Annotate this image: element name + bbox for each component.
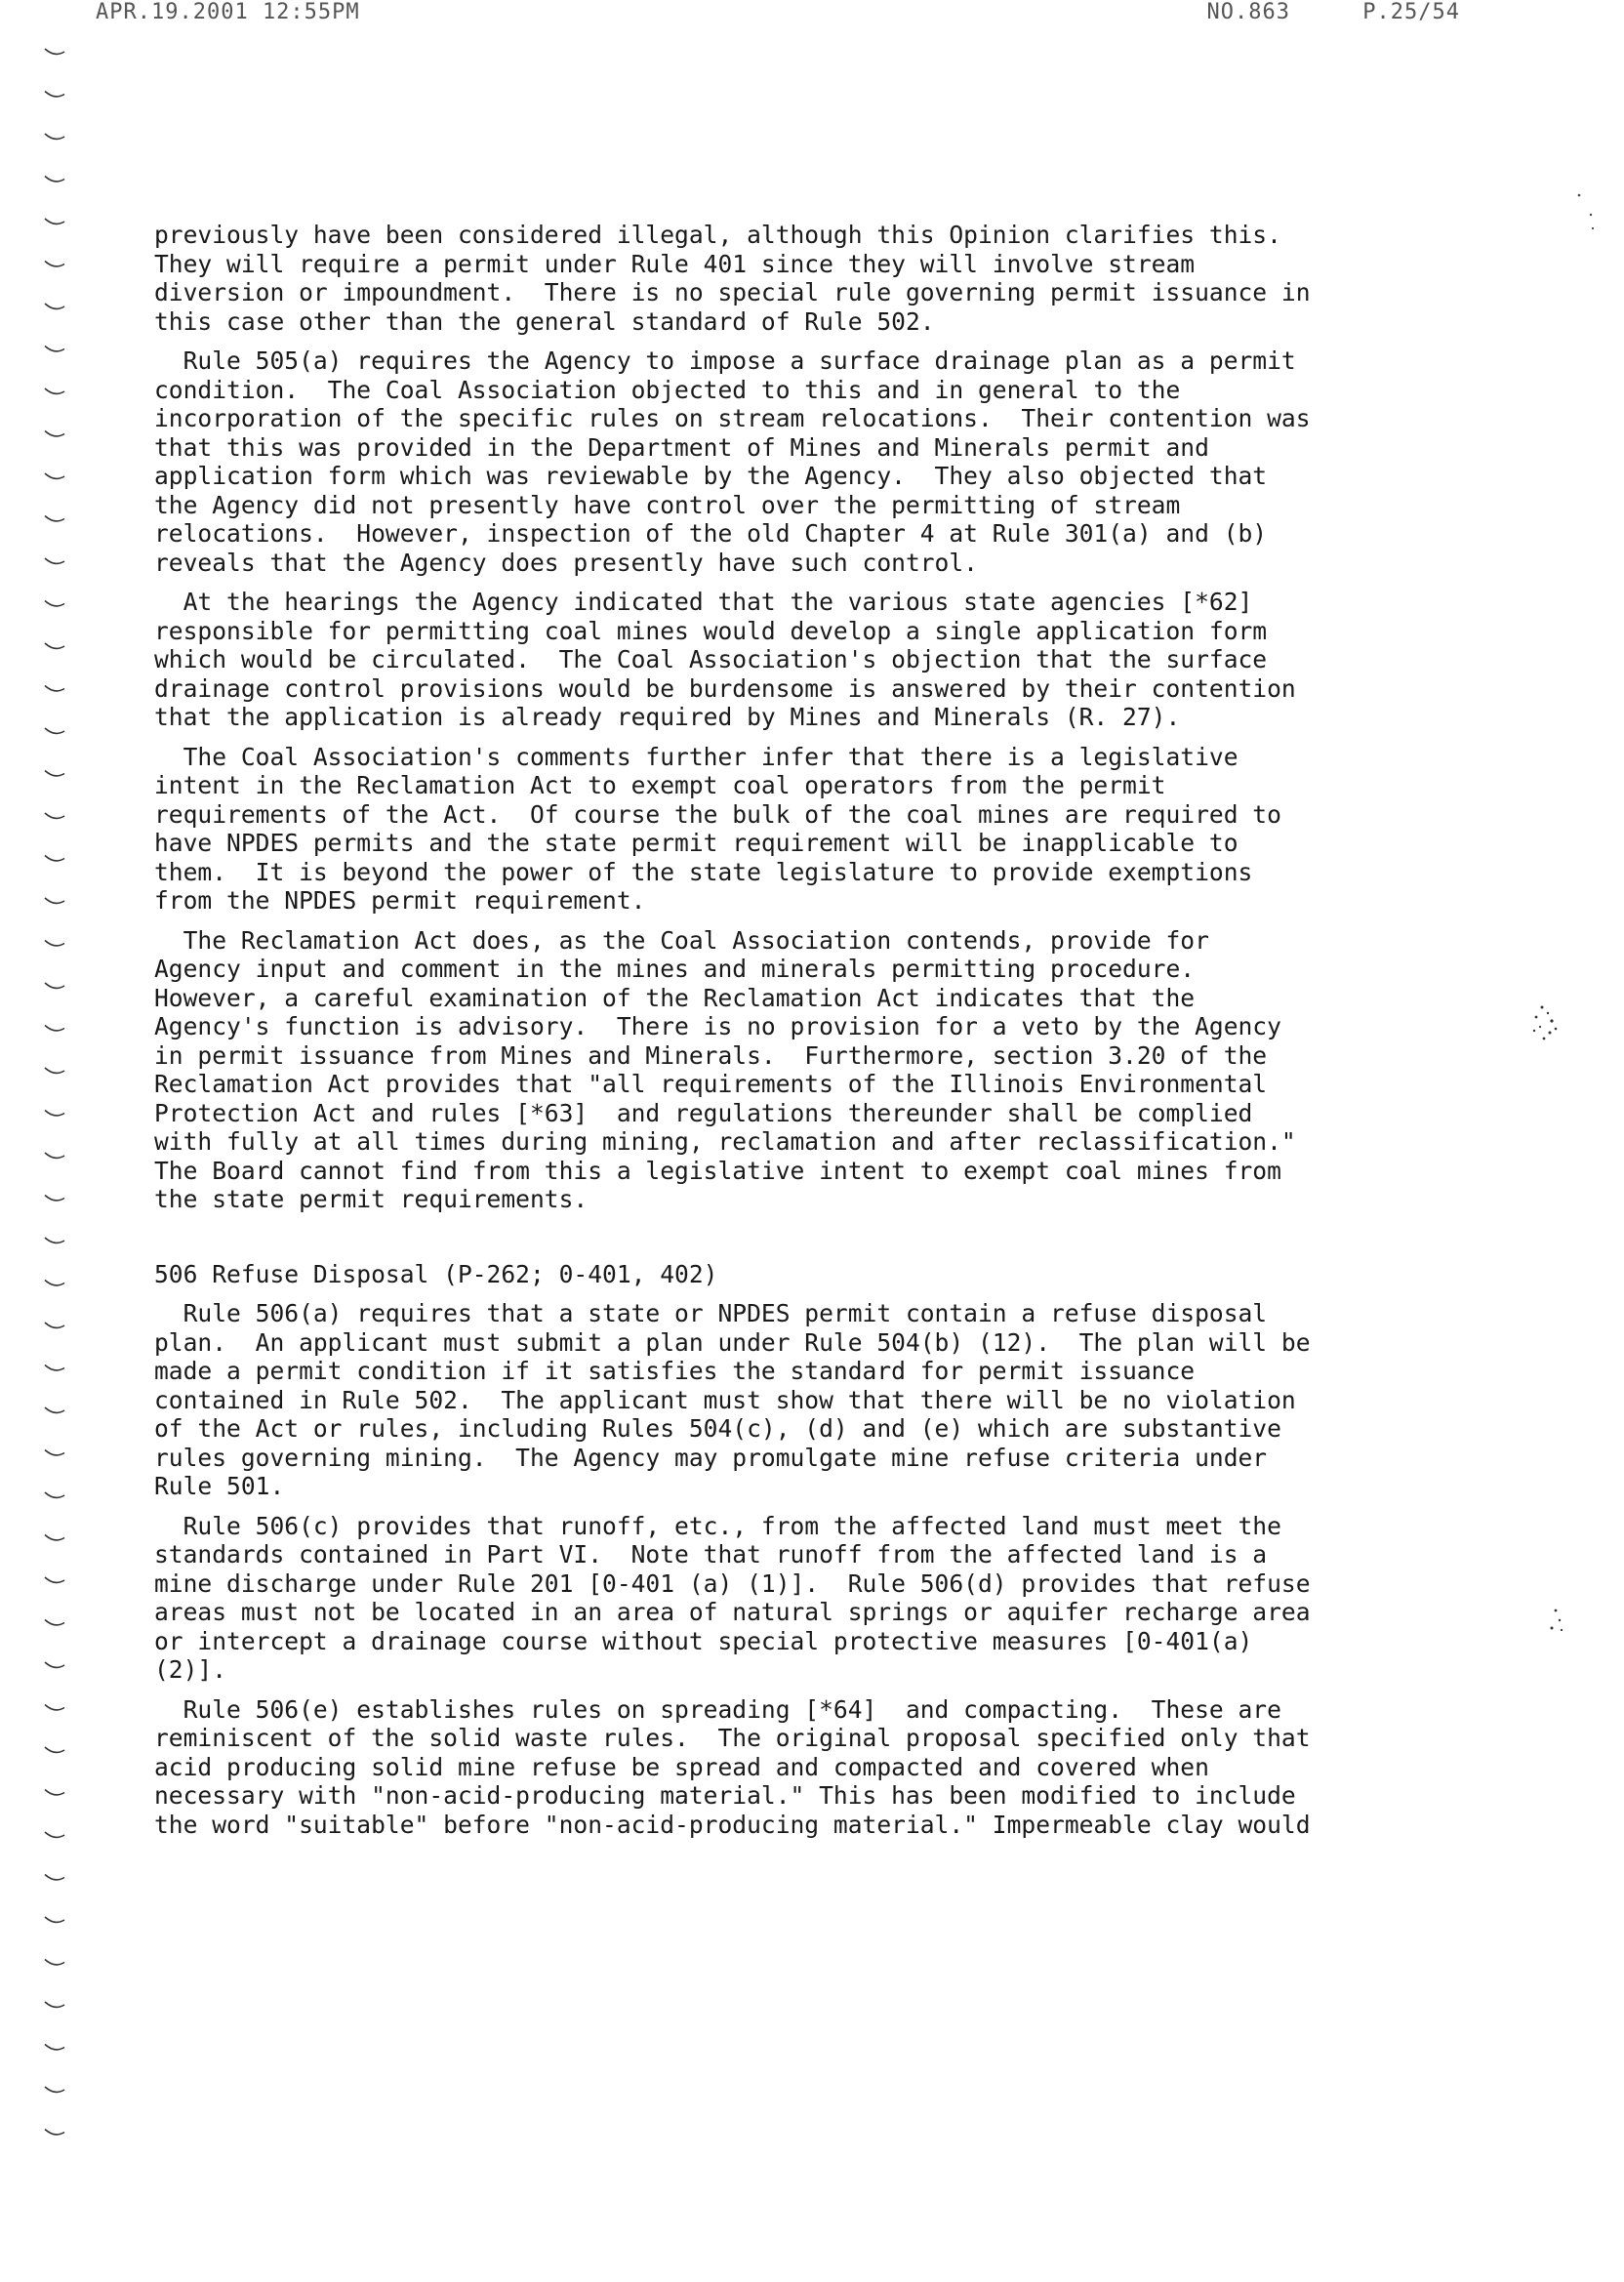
binding-mark	[45, 771, 64, 776]
text-line: application form which was reviewable by the Agency. They also objected that	[154, 462, 1268, 490]
section-heading: 506 Refuse Disposal (P-262; 0-401, 402)	[154, 1259, 718, 1288]
text-line: the word "suitable" before "non-acid-producing material." Impermeable clay would	[154, 1810, 1311, 1839]
text-line: the state permit requirements.	[154, 1185, 589, 1213]
binding-mark	[45, 92, 64, 97]
text-line: necessary with "non-acid-producing material." This has been modified to include	[154, 1781, 1296, 1810]
binding-mark	[45, 1492, 64, 1497]
binding-mark	[45, 1832, 64, 1837]
binding-mark	[45, 601, 64, 606]
binding-mark	[45, 856, 64, 861]
text-line: Agency input and comment in the mines and minerals permitting procedure.	[154, 955, 1196, 983]
fax-page-number: P.25/54	[1362, 0, 1460, 24]
binding-mark	[45, 1365, 64, 1370]
text-line: from the NPDES permit requirement.	[154, 886, 646, 915]
text-line: diversion or impoundment. There is no special rule governing permit issuance in	[154, 278, 1311, 306]
text-line: mine discharge under Rule 201 [0-401 (a) (1)]. Rule 506(d) provides that refuse	[154, 1569, 1311, 1598]
text-line: At the hearings the Agency indicated that the various state agencies [*62]	[154, 588, 1253, 616]
paragraphs-after-heading	[154, 1299, 1454, 1839]
text-line: Rule 501.	[154, 1472, 285, 1500]
text-line: which would be circulated. The Coal Association's objection that the surface	[154, 645, 1268, 673]
binding-mark	[45, 1705, 64, 1710]
binding-mark	[45, 1790, 64, 1795]
binding-mark	[45, 473, 64, 478]
text-line: reminiscent of the solid waste rules. The original proposal specified only that	[154, 1724, 1311, 1752]
text-line: of the Act or rules, including Rules 504(c), (d) and (e) which are substantive	[154, 1414, 1281, 1443]
text-line: plan. An applicant must submit a plan under Rule 504(b) (12). The plan will be	[154, 1327, 1311, 1357]
binding-mark	[45, 898, 64, 903]
text-line: this case other than the general standard of Rule 502.	[154, 306, 935, 336]
text-line: responsible for permitting coal mines would develop a single application form	[154, 616, 1268, 645]
paragraph	[154, 346, 1454, 577]
binding-mark	[45, 431, 64, 436]
binding-mark	[45, 262, 64, 266]
binding-mark	[45, 1875, 64, 1880]
fax-number: NO.863	[1206, 0, 1291, 24]
text-line: Protection Act and rules [*63] and regulations thereunder shall be complied	[154, 1098, 1253, 1127]
text-line: condition. The Coal Association objected to this and in general to the	[154, 375, 1181, 404]
binding-mark	[45, 516, 64, 521]
text-line: or intercept a drainage course without special protective measures [0-401(a)	[154, 1626, 1253, 1655]
text-line: Rule 505(a) requires the Agency to impose a surface drainage plan as a permit	[154, 346, 1296, 375]
binding-mark	[45, 1068, 64, 1073]
binding-mark	[45, 346, 64, 351]
text-line: have NPDES permits and the state permit requirement will be inapplicable to	[154, 829, 1238, 857]
text-line: They will require a permit under Rule 401 since they will involve stream	[154, 249, 1196, 278]
text-line: However, a careful examination of the Reclamation Act indicates that the	[154, 983, 1196, 1012]
text-line: (2)].	[154, 1655, 227, 1684]
binding-mark	[45, 1450, 64, 1455]
binding-mark	[45, 49, 64, 54]
binding-mark	[45, 1662, 64, 1667]
text-line: The Reclamation Act does, as the Coal Association contends, provide for	[154, 925, 1209, 955]
binding-mark	[45, 983, 64, 988]
text-line: The Coal Association's comments further infer that there is a legislative	[154, 742, 1238, 771]
text-line: that the application is already required by Mines and Minerals (R. 27).	[154, 703, 1181, 731]
text-line: contained in Rule 502. The applicant must show that there will be no violation	[154, 1385, 1296, 1414]
scan-noise-speck	[1522, 996, 1571, 1054]
binding-mark	[45, 2087, 64, 2092]
text-line: relocations. However, inspection of the old Chapter 4 at Rule 301(a) and (b)	[154, 519, 1268, 548]
binding-mark	[45, 304, 64, 308]
binding-mark	[45, 813, 64, 818]
binding-mark	[45, 941, 64, 946]
binding-mark	[45, 1323, 64, 1327]
paragraph	[154, 1512, 1454, 1685]
text-line: areas must not be located in an area of natural springs or aquifer recharge area	[154, 1598, 1311, 1626]
text-line: Rule 506(a) requires that a state or NPDES permit contain a refuse disposal	[154, 1299, 1268, 1327]
scan-noise-speck	[1542, 1601, 1571, 1640]
text-line: Rule 506(e) establishes rules on spreading [*64] and compacting. These are	[154, 1694, 1281, 1724]
paragraph	[154, 221, 1454, 336]
binding-mark	[45, 728, 64, 733]
binding-mark	[45, 2130, 64, 2135]
binding-mark	[45, 1026, 64, 1031]
binding-mark	[45, 134, 64, 139]
text-line: the Agency did not presently have control over the permitting of stream	[154, 490, 1181, 519]
text-line: previously have been considered illegal, although this Opinion clarifies this.	[154, 221, 1281, 249]
text-line: them. It is beyond the power of the state legislature to provide exemptions	[154, 857, 1253, 886]
binding-mark	[45, 388, 64, 393]
paragraph	[154, 743, 1454, 916]
paragraph	[154, 1299, 1454, 1501]
binding-mark	[45, 643, 64, 648]
paragraphs-before-heading	[154, 221, 1454, 1214]
binding-mark	[45, 1238, 64, 1243]
binding-mark	[45, 1196, 64, 1201]
binding-mark	[45, 1111, 64, 1116]
binding-mark	[45, 2045, 64, 2050]
binding-marks	[43, 39, 66, 2147]
binding-mark	[45, 558, 64, 563]
fax-header	[0, 0, 1624, 29]
text-line: rules governing mining. The Agency may promulgate mine refuse criteria under	[154, 1443, 1268, 1472]
binding-mark	[45, 1917, 64, 1922]
binding-mark	[45, 219, 64, 224]
binding-mark	[45, 1620, 64, 1625]
text-line: drainage control provisions would be burdensome is answered by their contention	[154, 673, 1296, 703]
paragraph	[154, 926, 1454, 1214]
text-line: intent in the Reclamation Act to exempt coal operators from the permit	[154, 771, 1166, 799]
text-line: made a permit condition if it satisfies the standard for permit issuance	[154, 1357, 1196, 1385]
text-line: Rule 506(c) provides that runoff, etc., from the affected land must meet the	[154, 1511, 1281, 1540]
scan-noise-speck	[1571, 185, 1601, 244]
text-line: requirements of the Act. Of course the bulk of the coal mines are required to	[154, 799, 1281, 829]
paragraph	[154, 588, 1454, 732]
binding-mark	[45, 1960, 64, 1965]
text-line: Agency's function is advisory. There is no provision for a veto by the Agency	[154, 1012, 1281, 1040]
binding-mark	[45, 1577, 64, 1582]
paragraph	[154, 1695, 1454, 1840]
text-line: acid producing solid mine refuse be spread and compacted and covered when	[154, 1752, 1209, 1781]
text-line: with fully at all times during mining, reclamation and after reclassification."	[154, 1127, 1296, 1156]
binding-mark	[45, 1281, 64, 1285]
text-line: incorporation of the specific rules on stream relocations. Their contention was	[154, 404, 1311, 432]
text-line: Reclamation Act provides that "all requirements of the Illinois Environmental	[154, 1070, 1268, 1098]
fax-page-info	[1149, 0, 1460, 24]
binding-mark	[45, 1153, 64, 1158]
binding-mark	[45, 1535, 64, 1540]
binding-mark	[45, 177, 64, 182]
document-body	[154, 221, 1454, 1850]
text-line: reveals that the Agency does presently have such control.	[154, 548, 978, 577]
binding-mark	[45, 1747, 64, 1752]
text-line: in permit issuance from Mines and Minerals. Furthermore, section 3.20 of the	[154, 1040, 1268, 1070]
text-line: standards contained in Part VI. Note that runoff from the affected land is a	[154, 1540, 1268, 1569]
text-line: that this was provided in the Department of Mines and Minerals permit and	[154, 432, 1209, 462]
binding-mark	[45, 2002, 64, 2007]
fax-datetime: APR.19.2001 12:55PM	[96, 0, 360, 24]
binding-mark	[45, 686, 64, 691]
text-line: The Board cannot find from this a legislative intent to exempt coal mines from	[154, 1156, 1281, 1185]
binding-mark	[45, 1407, 64, 1412]
